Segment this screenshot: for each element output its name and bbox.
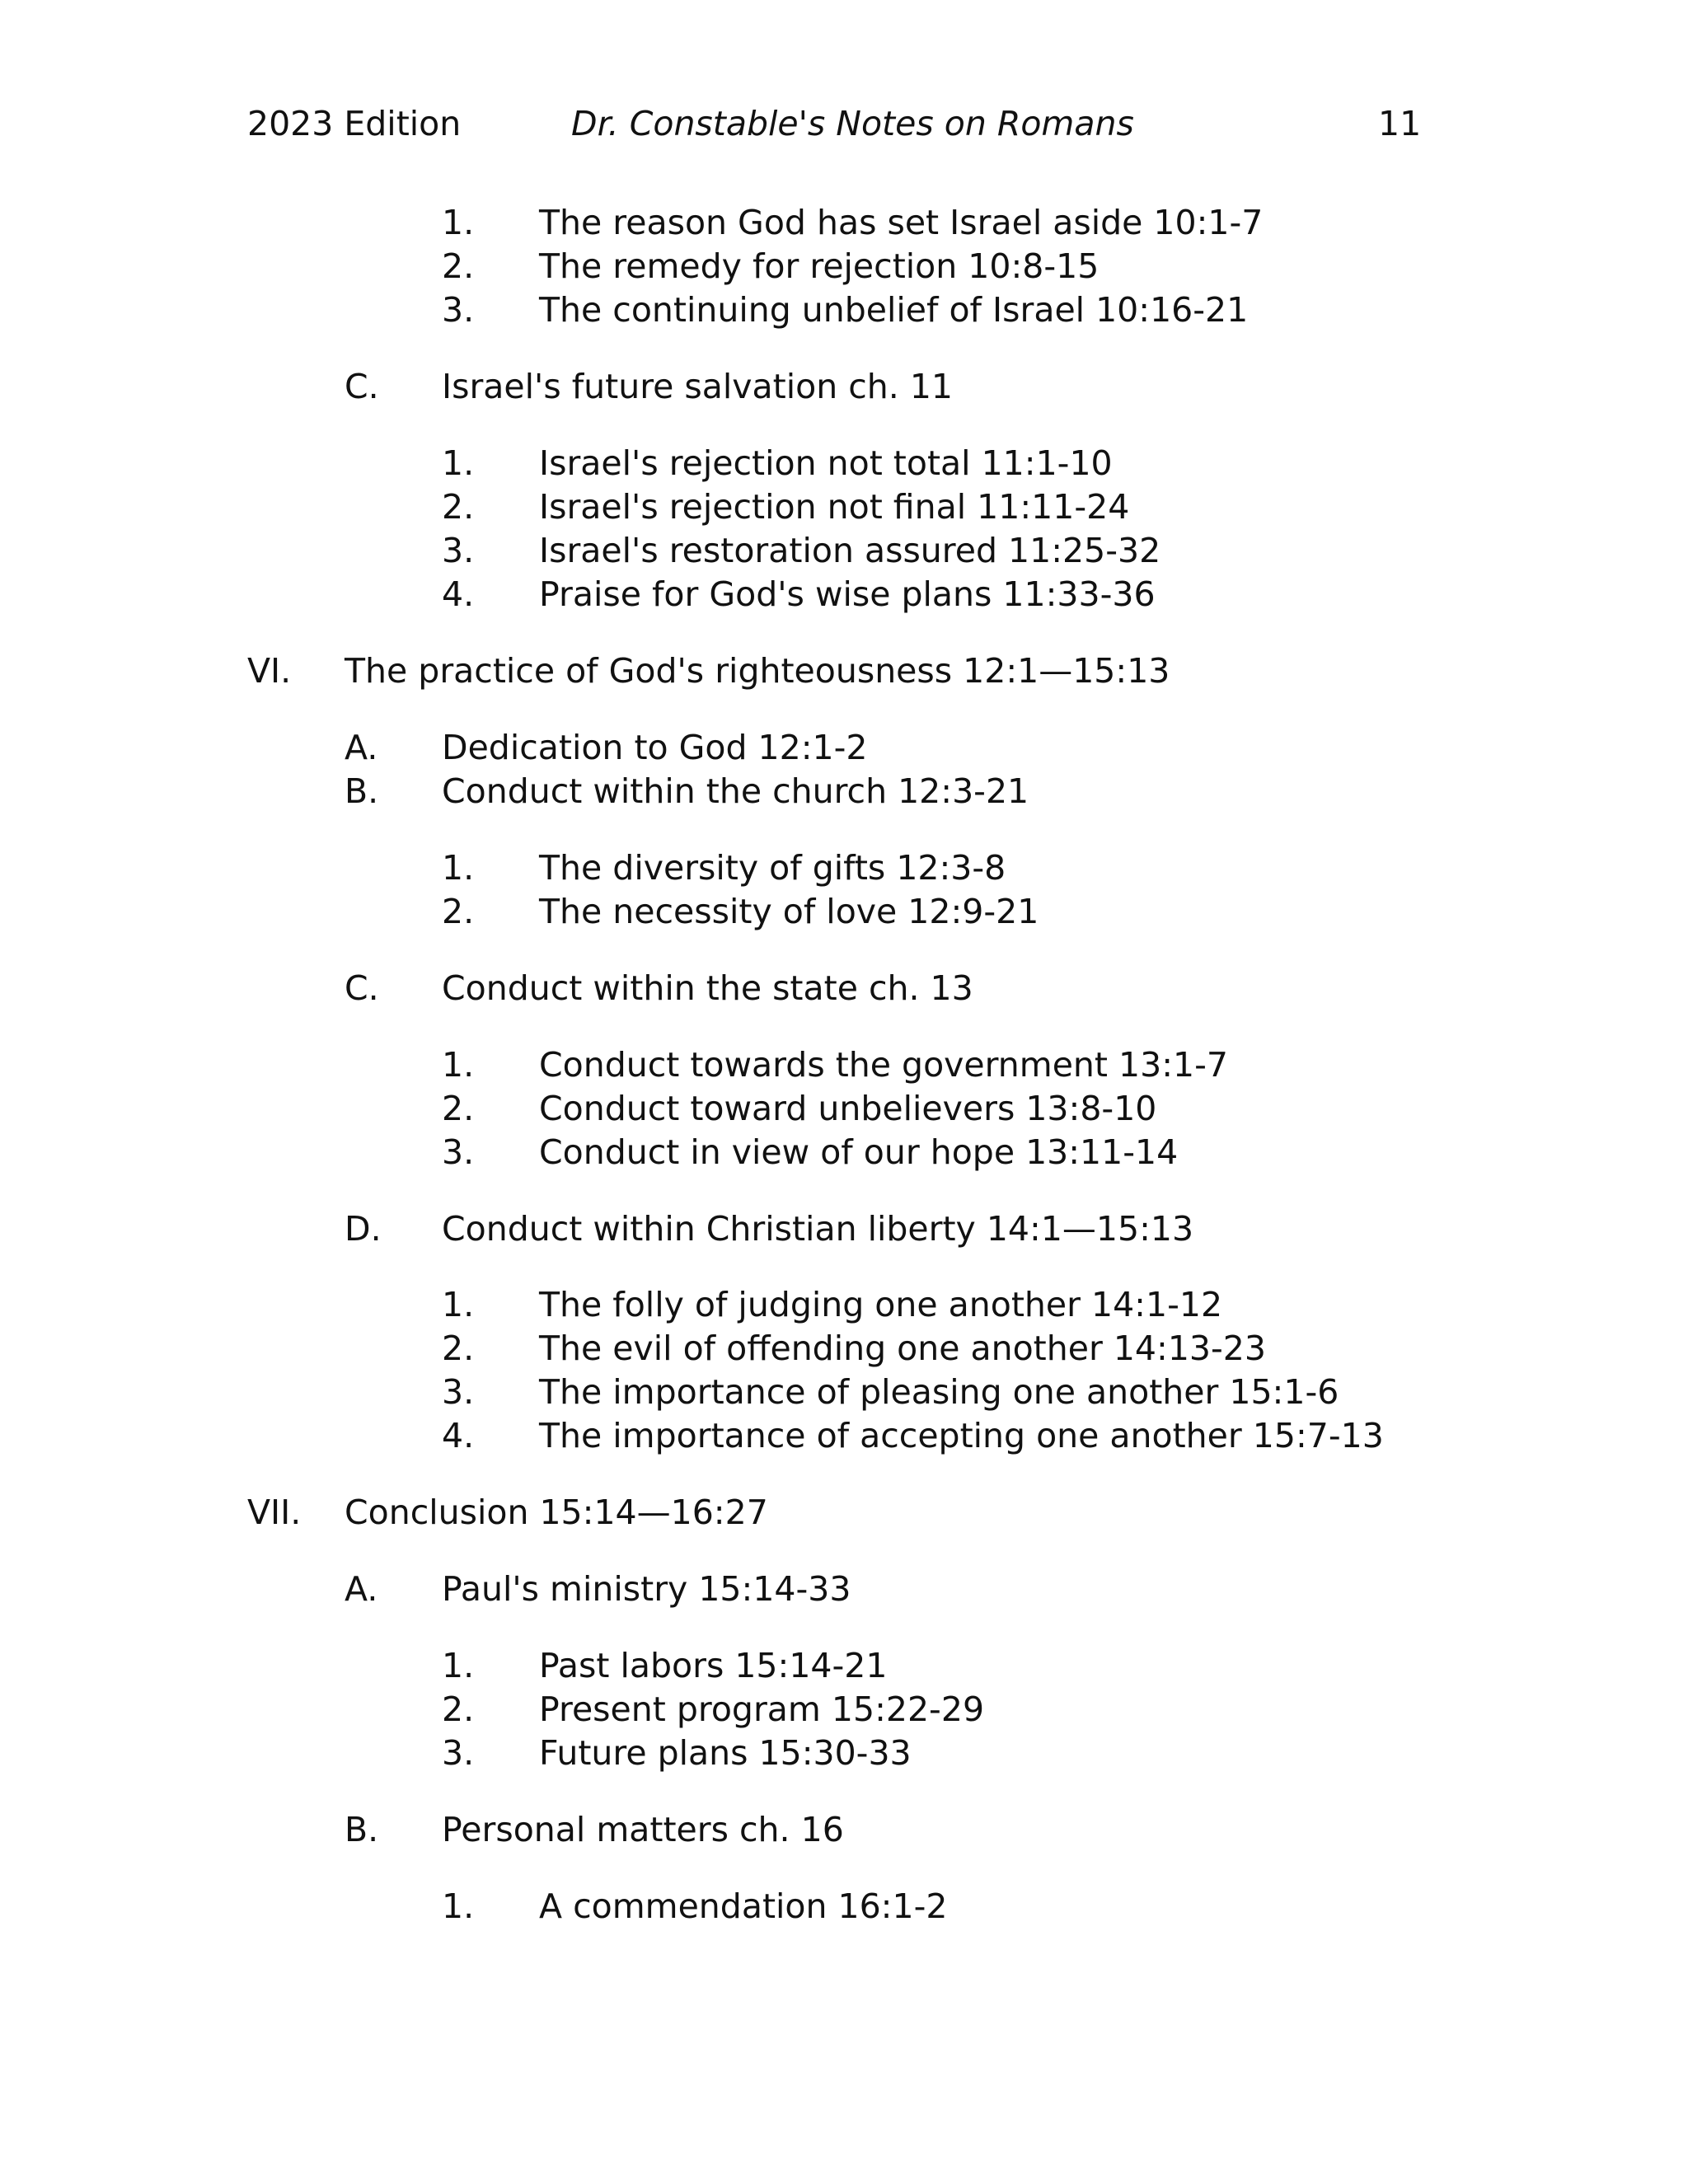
outline-number: 1. (442, 1285, 475, 1324)
outline-text: The importance of accepting one another 15:7-13 (539, 1416, 1384, 1455)
outline-number: 3. (442, 1372, 475, 1412)
outline-number: 1. (442, 1886, 475, 1926)
outline-letter: A. (345, 1569, 378, 1609)
outline-text: Conduct towards the government 13:1-7 (539, 1045, 1228, 1085)
outline-text: Dedication to God 12:1-2 (442, 728, 868, 767)
outline-number: 2. (442, 1329, 475, 1368)
outline-number: 2. (442, 246, 475, 286)
outline-letter: D. (345, 1209, 382, 1249)
outline-text: The necessity of love 12:9-21 (539, 892, 1039, 931)
outline-number: 3. (442, 290, 475, 330)
outline-number: 1. (442, 1045, 475, 1085)
outline-text: The folly of judging one another 14:1-12 (539, 1285, 1223, 1324)
outline-text: Praise for God's wise plans 11:33-36 (539, 574, 1156, 614)
outline-text: Israel's rejection not final 11:11-24 (539, 487, 1130, 527)
outline-letter: A. (345, 728, 378, 767)
outline-text: Conduct within the state ch. 13 (442, 968, 973, 1008)
outline-text: The diversity of gifts 12:3-8 (539, 848, 1006, 888)
outline-number: 4. (442, 1416, 475, 1455)
outline-letter: C. (345, 367, 379, 406)
outline-letter: B. (345, 1810, 379, 1849)
edition-label: 2023 Edition (247, 104, 462, 143)
outline-number: 4. (442, 574, 475, 614)
outline-number: 3. (442, 1132, 475, 1172)
outline-text: Conduct in view of our hope 13:11-14 (539, 1132, 1179, 1172)
outline-text: Conduct toward unbelievers 13:8-10 (539, 1089, 1157, 1128)
outline-number: 2. (442, 1089, 475, 1128)
outline-text: Conduct within the church 12:3-21 (442, 771, 1029, 811)
outline-number: 1. (442, 1646, 475, 1685)
outline-text: Paul's ministry 15:14-33 (442, 1569, 851, 1609)
outline-roman-numeral: VII. (247, 1493, 302, 1532)
outline-text: Personal matters ch. 16 (442, 1810, 844, 1849)
outline-text: Israel's future salvation ch. 11 (442, 367, 954, 406)
outline-number: 2. (442, 487, 475, 527)
outline-text: The importance of pleasing one another 15:1-6 (539, 1372, 1339, 1412)
outline-text: Israel's restoration assured 11:25-32 (539, 531, 1161, 570)
outline-text: Present program 15:22-29 (539, 1690, 985, 1729)
outline-number: 1. (442, 848, 475, 888)
outline-text: The reason God has set Israel aside 10:1-7 (539, 203, 1264, 242)
outline-text: Israel's rejection not total 11:1-10 (539, 443, 1113, 483)
outline-letter: C. (345, 968, 379, 1008)
outline-number: 2. (442, 1690, 475, 1729)
outline-text: Conduct within Christian liberty 14:1—15:13 (442, 1209, 1194, 1249)
outline-text: The remedy for rejection 10:8-15 (539, 246, 1100, 286)
outline-number: 3. (442, 531, 475, 570)
outline-text: Future plans 15:30-33 (539, 1733, 912, 1773)
document-title: Dr. Constable's Notes on Romans (571, 104, 1134, 143)
outline-roman-numeral: VI. (247, 651, 292, 691)
outline-number: 2. (442, 892, 475, 931)
outline-text: The practice of God's righteousness 12:1—15:13 (345, 651, 1170, 691)
outline-text: The continuing unbelief of Israel 10:16-21 (539, 290, 1249, 330)
outline-text: A commendation 16:1-2 (539, 1886, 948, 1926)
page-number: 11 (1378, 104, 1422, 143)
outline-number: 1. (442, 443, 475, 483)
outline-letter: B. (345, 771, 379, 811)
outline-number: 3. (442, 1733, 475, 1773)
outline-text: Conclusion 15:14—16:27 (345, 1493, 768, 1532)
outline-number: 1. (442, 203, 475, 242)
outline-text: Past labors 15:14-21 (539, 1646, 888, 1685)
outline-text: The evil of offending one another 14:13-23 (539, 1329, 1266, 1368)
